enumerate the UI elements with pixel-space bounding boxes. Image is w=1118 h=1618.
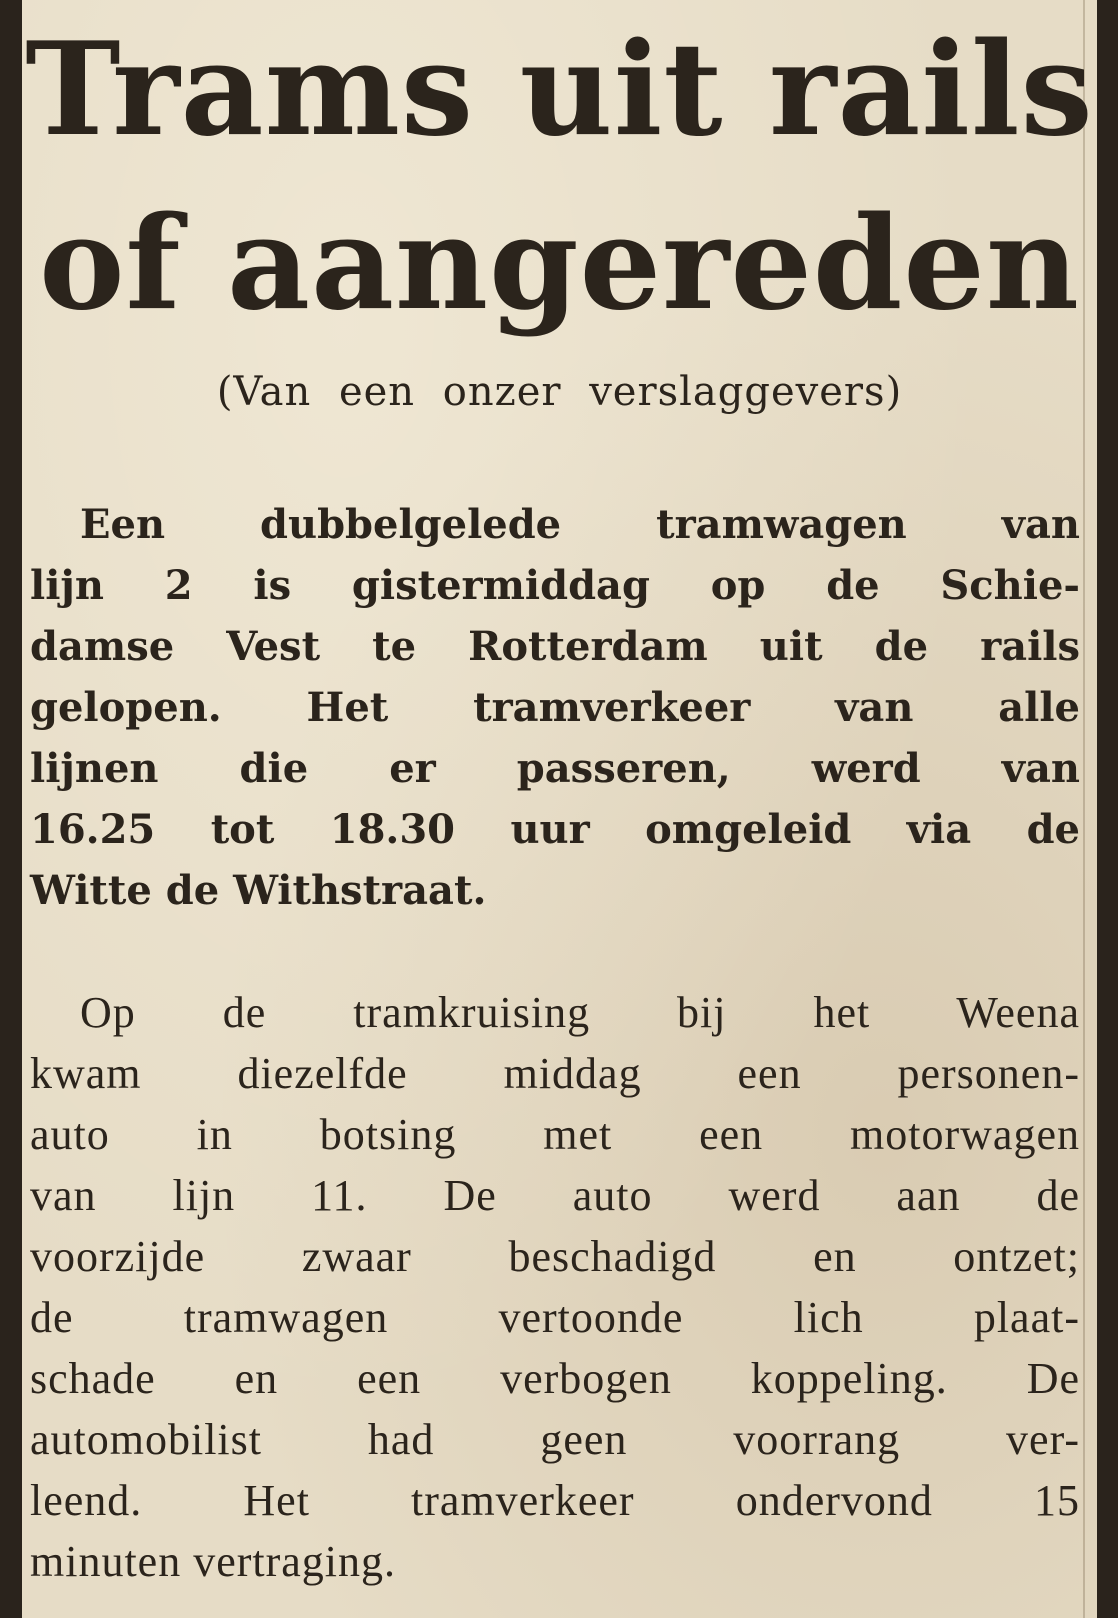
paragraph-line: leend. Het tramverkeer ondervond 15 <box>30 1476 1080 1525</box>
paragraph-line: van lijn 11. De auto werd aan de <box>30 1171 1080 1220</box>
paragraph-line: kwam diezelfde middag een personen- <box>30 1049 1080 1098</box>
paragraph-line: voorzijde zwaar beschadigd en ontzet; <box>30 1232 1080 1281</box>
newspaper-clipping <box>22 0 1097 1618</box>
byline: (Van een onzer verslaggevers) <box>216 369 903 415</box>
paragraph-line: minuten vertraging. <box>30 1537 397 1586</box>
paragraph-line: Een dubbelgelede tramwagen van <box>80 501 1080 548</box>
paragraph-line: de tramwagen vertoonde lich plaat- <box>30 1293 1080 1342</box>
paragraph-line: gelopen. Het tramverkeer van alle <box>30 684 1080 731</box>
article-paragraph-2 <box>30 982 1080 1592</box>
paragraph-line: lijnen die er passeren, werd van <box>30 745 1080 792</box>
paragraph-line: Witte de Withstraat. <box>30 867 487 914</box>
paragraph-line: Op de tramkruising bij het Weena <box>80 988 1080 1037</box>
paragraph-line: 16.25 tot 18.30 uur omgeleid via de <box>30 806 1080 853</box>
paragraph-line: lijn 2 is gistermiddag op de Schie- <box>30 562 1080 609</box>
article-paragraph-1 <box>30 494 1080 921</box>
paragraph-line: automobilist had geen voorrang ver- <box>30 1415 1080 1464</box>
paragraph-line: damse Vest te Rotterdam uit de rails <box>30 623 1080 670</box>
headline-line-2: of aangereden <box>39 189 1080 339</box>
headline-line-1: Trams uit rails <box>25 15 1094 165</box>
paragraph-line: auto in botsing met een motorwagen <box>30 1110 1080 1159</box>
paragraph-line: schade en een verbogen koppeling. De <box>30 1354 1080 1403</box>
